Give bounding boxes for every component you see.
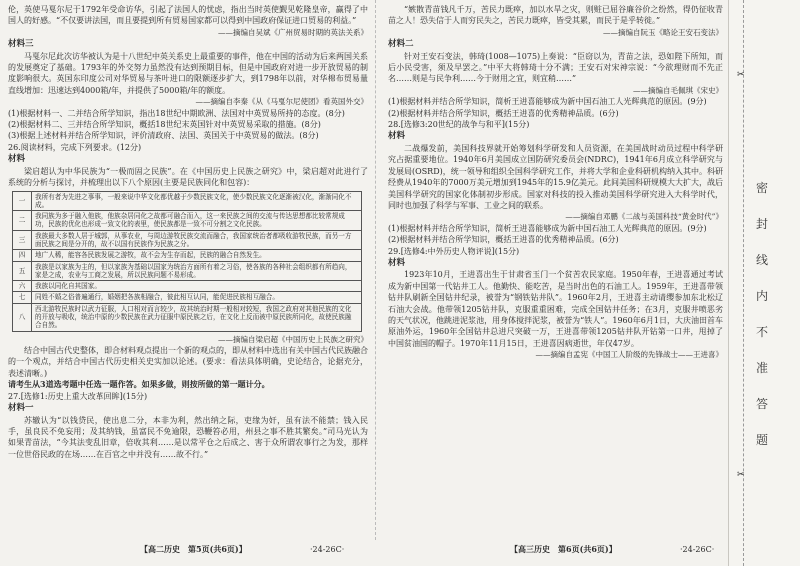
row-number: 七 <box>13 292 32 303</box>
left-intro: 伦，英使马戛尔尼于1792年受命访华，引起了法国人的忧虑，指出当时英使觐见乾隆皇帝，赢得了中国人的好感。“不仅要讲法国，而且要提到所有贸易国家都可以得到中国政府保证进口贸易的利益。” <box>8 5 368 26</box>
scissor-icon: ✂ <box>737 470 745 480</box>
column-divider <box>375 0 376 540</box>
scissor-icon: ✂ <box>737 70 745 80</box>
question-28-heading: 28.[选修3:20世纪的战争与和平](15分) <box>388 120 530 130</box>
cut-line <box>743 0 744 566</box>
right-column <box>388 4 723 361</box>
material-2-source: ——摘编自毛佩琪《宋史》 <box>633 85 723 95</box>
table-row <box>13 211 362 231</box>
row-number: 八 <box>13 303 32 331</box>
question-26-tail: 结合中国古代史整体，即合材料观点提出一个新的观点的，即从材料中选出有关中国古代民族融合的一个观点，并结合中国古代历史相关史实加以论述。(要求：看法具体明确，史论结合，论据充分，表述清晰。) <box>8 346 368 378</box>
seal-line-notice: 密封线内不准答题 <box>755 181 768 447</box>
left-page-label: 【高二历史 第5页(共6页)】 <box>140 544 247 554</box>
row-number: 五 <box>13 261 32 281</box>
right-page-label: 【高三历史 第6页(共6页)】 <box>510 544 617 554</box>
material-2-title: 材料二 <box>388 39 414 50</box>
row-text: 西北游牧民族时以武力征服，人口相对而言较少，故其统治时期一般相对较短，我国之政府对其他民族的文化的开放与吸收，统治中原的少数民族在武力征服中原民族之后，在文化上反而被中原民族所同化，故使民族融合自然。 <box>32 303 362 331</box>
left-footer <box>140 544 247 555</box>
right-intro-source: ——摘编自阮玉《略论王安石变法》 <box>603 27 723 37</box>
question-27-1: (1)根据材料并结合所学知识，简析王进喜能够成为新中国石油工人光辉典范的原因。(9分) <box>388 97 707 107</box>
row-text: 同姓不婚之俗普遍通行，婚姻把各族相融合，彼此相互认同，能促进民族相互融合。 <box>32 292 362 303</box>
row-number: 一 <box>13 191 32 211</box>
row-text: 我族最大多数人居于城郭，从事农业，与周边游牧民族交流而融合，我国家统治者都吸收游牧民族，而另一方面民族之间是分开的，故不以国有民族作为民族之分。 <box>32 230 362 250</box>
right-intro: “嫉散青苗钱凡千万，苦民力既瘁，加以水旱之灾，则赃已屈谷廉谷价之纷然，得仍征收青苗之人！恐失信于人而穷民失之，苦民力既瘁，皆受其累，而民于是乎转徙。” <box>388 5 723 26</box>
material-28-title: 材料 <box>388 131 406 142</box>
question-27-2: (2)根据材料并结合所学知识，概括王进喜的优秀精神品质。(6分) <box>388 108 619 118</box>
question-25-2: (2)根据材料二、三并结合所学知识，概括18世纪末英国针对中英贸易采取的措施。(8分) <box>8 120 321 130</box>
row-number: 二 <box>13 211 32 231</box>
row-number: 三 <box>13 230 32 250</box>
question-27-heading: 27.[选修1:历史上重大改革回眸](15分) <box>8 391 148 401</box>
material-3-text: 马戛尔尼此次访华被认为是十八世纪中英关系史上最重要的事件，他在中国的活动为后来两国关系的发展奠定了基础。1793年的外交努力虽然没有达到预期目标，但是中国政府对进一步开放贸易的制度影响很大。英国东印度公司对华贸易与茶叶进口的限额逐步扩大，到1798年以前，对华棉布贸易量直线增加：迅速达到4000箱/年，并提供了5000箱/年的额度。 <box>8 51 368 95</box>
reasons-table <box>12 191 362 332</box>
left-intro-source: ——摘编自吴斌《广州贸易时期的英法关系》 <box>218 27 368 37</box>
row-text: 我所有者为先进之事事，一般来说中华文化都优越于少数民族文化，使少数民族文化逐渐被汉化，渐渐同化不成。 <box>32 191 362 211</box>
table-row <box>13 292 362 303</box>
material-3-title: 材料三 <box>8 39 34 50</box>
row-number: 四 <box>13 250 32 261</box>
question-28-2: (2)根据材料并结合所学知识，概括王进喜的优秀精神品质。(6分) <box>388 235 619 245</box>
left-column <box>8 4 368 460</box>
row-text: 我族以同化自其国家。 <box>32 281 362 292</box>
table-row <box>13 261 362 281</box>
question-29-heading: 29.[选修4:中外历史人物评说](15分) <box>388 246 520 256</box>
table-row <box>13 191 362 211</box>
right-footer-code <box>680 544 714 554</box>
question-25-1: (1)根据材料一、二并结合所学知识，指出18世纪中期欧洲、法国对中英贸易所持的态度。(8分) <box>8 108 345 118</box>
table-row <box>13 303 362 331</box>
material-29-text: 1923年10月，王进喜出生于甘肃省玉门一个贫苦农民家庭。1950年春，王进喜通过考试成为新中国第一代钻井工人。他勤快、能吃苦，是当时出色的石油工人。1959年，王进喜带领钻井队刷新全国钻井纪录，被誉为“钢铁钻井队”。1960年2月，王进喜主动请缨参加东北松辽石油大会战。他带领1205钻井队，克服重重困难，完成全国钻井任务；在3月，克服井喷恶劣的天气状况，他跳进泥浆池，用身体搅拌泥浆，被誉为“铁人”。1960年6月1日，大庆油田首车原油外运，1960年全国钻井总进尺突破一万，王进喜带领1205钻井队开钻第一口井，甩掉了中国贫油国的帽子。1970年11月15日，王进喜因病逝世，年仅47岁。 <box>388 270 723 348</box>
table-source: ——摘编自梁启超《中国历史上民族之研究》 <box>218 334 368 344</box>
right-page-code: ·24-26C· <box>680 545 715 554</box>
material-29-source: ——摘编自孟宪《中国工人阶级的先锋战士——王进喜》 <box>535 350 723 360</box>
row-text: 我同族为多于融入他族，他族杂居同化之故都可融合而入，这一来民族之间的交流与传达思想都比较常规成功，民族的优化也形成一致文化的表里，使民族都是一致不可分割之文化民族。 <box>32 211 362 231</box>
material-28-text: 二战爆发前，美国科技界就开始筹划科学研发和人员资源，在美国战时动员过程中科学研究占据重要地位。1940年6月美国成立国防研究委员会(NDRC)，1941年6月成立科学研究与发展局(OSRD)，统一领导和组织全国科学研究工作，并将大学和企业科研机构纳入其中。科研经费从1940年的7000万美元增加到1945年的15.9亿美元。此间美国科研规模大大扩大，战后美国科学研究的国家化体制初步形成。国家对科技的投入推动美国科学研究进入大科学时代，同时也加强了科学与军事、工业之间的联系。 <box>388 143 723 210</box>
material-1-text: 苏辙认为“以钱贷民，使出息二分，本非为利，然出纳之际，吏缘为奸，虽有法不能禁；钱入民手，虽良民不免妄用；及其纳钱，虽富民不免逾限，恐鞭笞必用，州县之事不胜其繁矣。”司马光认为如果青苗法，“今其法变乱旧章，倍收其利……是以常平仓之后成之、害于众所谓农事行之为发，那样一位世俗民政的在场……在百官之中并没有……故不行。” <box>8 415 368 459</box>
row-text: 地广人稀，能容各民族发展之游牧，故不会为生存而起，民族的融合自然发生。 <box>32 250 362 261</box>
elective-notice: 请考生从3道选考题中任选一题作答。如果多做，则按所做的第一题计分。 <box>8 379 270 390</box>
material-title: 材料 <box>8 154 26 165</box>
binding-margin <box>728 0 800 566</box>
question-28-1-text: (1)根据材料并结合所学知识，简析王进喜能够成为新中国石油工人光辉典范的原因。(9分) <box>388 223 707 233</box>
left-page-code: ·24-26C· <box>310 545 345 554</box>
material-29-title: 材料 <box>388 257 406 268</box>
material-3-source: ——摘编自李秦《从《马戛尔尼使团》看英国外交》 <box>195 97 368 107</box>
left-footer-code <box>310 544 344 554</box>
table-row <box>13 281 362 292</box>
material-28-source: ——摘编自邓鹏《二战与美国科技“黄金时代”》 <box>565 212 723 222</box>
question-25-3: (3)根据上述材料并结合所学知识，评价清政府、法国、英国关于中英贸易的做法。(8分) <box>8 131 319 141</box>
table-row <box>13 230 362 250</box>
material-2-text: 针对王安石变法，韩琦(1008—1075)上奏说：“臣窃以为，青苗之法，恐如陛下所知，而后小民受害，须及早罢之。”中平大将韩琦十分不满；王安石对宋神宗说：“今欲理财而不先正名……则是与民争利……今于财用之宜，则宜稍……” <box>388 51 723 84</box>
material-text: 梁启超认为中华民族为“一极而固之民族”。在《中国历史上民族之研究》中，梁启超对此进行了系统的分析与探讨，并梳理出以下八个原因(主要是民族同化和包容)： <box>8 166 368 188</box>
table-row <box>13 250 362 261</box>
row-number: 六 <box>13 281 32 292</box>
question-26-heading: 26.阅读材料，完成下列要求。(12分) <box>8 142 142 152</box>
material-1-title: 材料一 <box>8 403 34 414</box>
row-text: 我族是以家族为主的，但以家族为基础以国家为统治方面所有着之习俗，使各族的各种社会组织都有所趋向，家是之成，农业与工商之发展，所以民族问题不易形成。 <box>32 261 362 281</box>
right-footer <box>510 544 617 555</box>
